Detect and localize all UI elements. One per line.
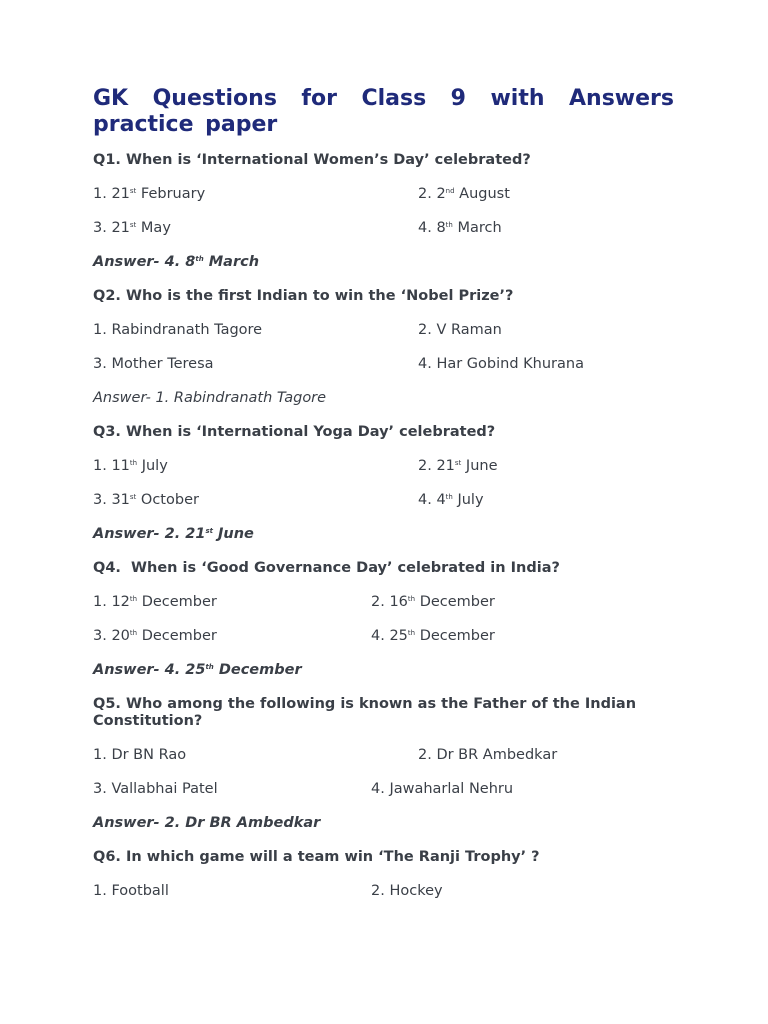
options-row: [93, 458, 674, 475]
option-2: 2. 16th December: [371, 594, 495, 610]
option-3: 3. Mother Teresa: [93, 356, 214, 372]
question-3: Q3. When is ‘International Yoga Day’ celebrated?: [93, 424, 496, 440]
options-row: [93, 356, 674, 373]
options-row: [93, 628, 674, 645]
options-row: [93, 186, 674, 203]
answer-1: Answer- 4. 8th March: [93, 254, 260, 270]
option-1: 1. 11th July: [93, 458, 168, 474]
option-4: 4. 8th March: [418, 220, 502, 236]
answer-2: Answer- 1. Rabindranath Tagore: [93, 390, 327, 406]
page-title: GK Questions for Class 9 with Answers practice paper: [93, 86, 674, 137]
options-row: [93, 781, 674, 798]
option-4: 4. 25th December: [371, 628, 495, 644]
question-4: Q4. When is ‘Good Governance Day’ celebrated in India?: [93, 560, 560, 576]
answer-4: Answer- 4. 25th December: [93, 662, 302, 678]
option-2: 2. Hockey: [371, 883, 443, 899]
options-row: [93, 220, 674, 237]
question-6: Q6. In which game will a team win ‘The Ranji Trophy’ ?: [93, 849, 540, 865]
answer-5: Answer- 2. Dr BR Ambedkar: [93, 815, 321, 831]
option-4: 4. Har Gobind Khurana: [418, 356, 584, 372]
option-4: 4. 4th July: [418, 492, 484, 508]
option-2: 2. V Raman: [418, 322, 502, 338]
options-row: [93, 883, 674, 900]
question-2: Q2. Who is the first Indian to win the ‘Nobel Prize’?: [93, 288, 514, 304]
option-3: 3. Vallabhai Patel: [93, 781, 218, 797]
question-5: Q5. Who among the following is known as the Father of the Indian Constitution?: [93, 696, 637, 729]
option-4: 4. Jawaharlal Nehru: [371, 781, 514, 797]
options-row: [93, 492, 674, 509]
option-1: 1. Football: [93, 883, 169, 899]
option-1: 1. 12th December: [93, 594, 217, 610]
option-2: 2. 21st June: [418, 458, 498, 474]
document-page: [93, 86, 674, 917]
option-3: 3. 31st October: [93, 492, 199, 508]
options-row: [93, 322, 674, 339]
answer-3: Answer- 2. 21st June: [93, 526, 254, 542]
question-1: Q1. When is ‘International Women’s Day’ celebrated?: [93, 152, 531, 168]
option-3: 3. 20th December: [93, 628, 217, 644]
option-3: 3. 21st May: [93, 220, 171, 236]
option-1: 1. Rabindranath Tagore: [93, 322, 263, 338]
option-2: 2. 2nd August: [418, 186, 510, 202]
option-2: 2. Dr BR Ambedkar: [418, 747, 558, 763]
option-1: 1. 21st February: [93, 186, 206, 202]
options-row: [93, 747, 674, 764]
options-row: [93, 594, 674, 611]
option-1: 1. Dr BN Rao: [93, 747, 187, 763]
